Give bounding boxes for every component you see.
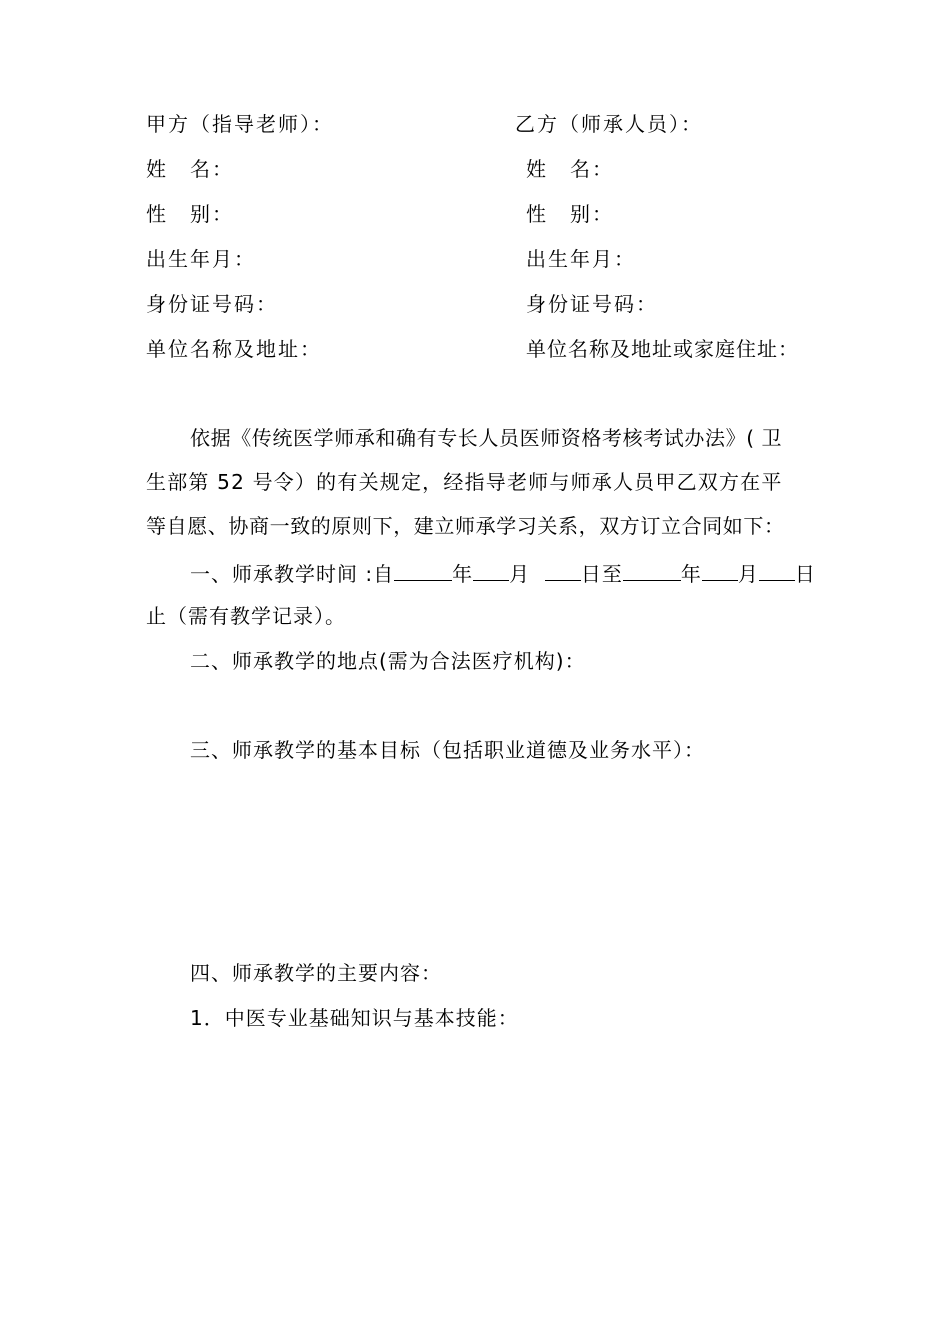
end-day-label: 日 <box>794 562 816 586</box>
preamble-line-1: 依据《传统医学师承和确有专长人员医师资格考核考试办法》( 卫 <box>190 426 783 450</box>
preamble-line-3: 等自愿、协商一致的原则下，建立师承学习关系，双方订立合同如下： <box>146 514 785 538</box>
clause-4-content: 四、师承教学的主要内容： <box>190 961 442 985</box>
end-day-blank[interactable] <box>759 560 795 581</box>
start-day-label: 日至 <box>580 562 623 586</box>
party-b-gender-label: 性 别： <box>526 202 614 226</box>
party-a-gender-label: 性 别： <box>146 202 234 226</box>
preamble-line-2: 生部第 52 号令）的有关规定，经指导老师与师承人员甲乙双方在平 <box>146 470 783 494</box>
item-1-basic-knowledge: 1．中医专业基础知识与基本技能： <box>190 1006 519 1030</box>
party-b-heading: 乙方（师承人员）： <box>515 112 703 136</box>
party-b-id-label: 身份证号码： <box>526 292 658 316</box>
party-a-heading: 甲方（指导老师）： <box>146 112 334 136</box>
party-a-birth-label: 出生年月： <box>146 247 256 271</box>
end-year-label: 年 <box>680 562 702 586</box>
start-month-blank[interactable] <box>473 560 509 581</box>
end-year-blank[interactable] <box>623 560 681 581</box>
clause-1-period <box>190 560 816 586</box>
end-month-label: 月 <box>737 562 759 586</box>
start-year-label: 年 <box>452 562 474 586</box>
clause-2-location: 二、师承教学的地点(需为合法医疗机构)： <box>190 649 586 673</box>
party-b-name-label: 姓 名： <box>526 157 614 181</box>
start-month-label: 月 <box>509 562 531 586</box>
party-a-unit-label: 单位名称及地址： <box>146 337 322 361</box>
party-a-id-label: 身份证号码： <box>146 292 278 316</box>
clause-1-prefix: 一、师承教学时间 :自 <box>190 562 395 586</box>
clause-3-goals: 三、师承教学的基本目标（包括职业道德及业务水平）： <box>190 738 705 762</box>
clause-1-line-2: 止（需有教学记录）。 <box>146 604 346 628</box>
party-b-unit-label: 单位名称及地址或家庭住址： <box>526 337 799 361</box>
party-a-name-label: 姓 名： <box>146 157 234 181</box>
start-day-blank[interactable] <box>545 560 581 581</box>
end-month-blank[interactable] <box>702 560 738 581</box>
party-b-birth-label: 出生年月： <box>526 247 636 271</box>
start-year-blank[interactable] <box>394 560 452 581</box>
